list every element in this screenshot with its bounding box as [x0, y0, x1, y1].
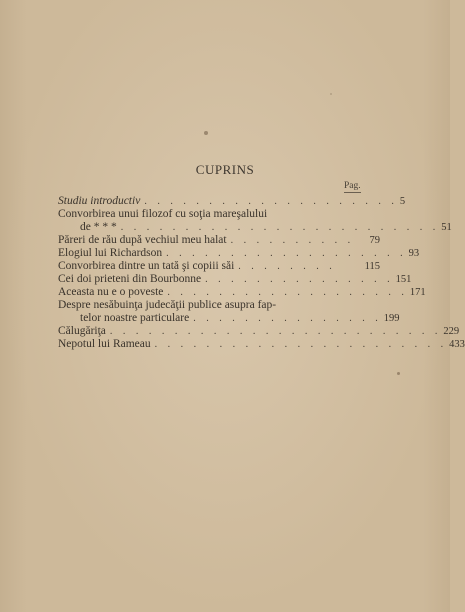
toc-entry-title: Păreri de rău după vechiul meu halat — [58, 234, 227, 246]
toc-entry-title: Cei doi prieteni din Bourbonne — [58, 273, 202, 285]
toc-entry-title: Elogiul lui Richardson — [58, 247, 163, 259]
toc-entry-title: de * * * — [80, 221, 117, 233]
toc-entry-page: 79 — [369, 235, 380, 246]
toc-entry-page: 51 — [441, 222, 452, 233]
page-column-label: Pag. — [344, 181, 361, 191]
toc-entry — [58, 325, 460, 338]
toc-entry-page: 199 — [383, 313, 400, 324]
toc-entry — [58, 286, 426, 299]
dot-leader: . . . . . . . . . . . . . . . . . . . — [167, 287, 408, 298]
dot-leader: . . . . . . . . . . . . . . . . . . . . . . . . . — [120, 222, 440, 233]
toc-entry — [58, 234, 380, 247]
toc-entry — [58, 195, 406, 208]
paper-speck — [397, 372, 400, 375]
dot-leader: . . . . . . . . . . — [230, 235, 355, 246]
toc-entry — [58, 221, 452, 234]
toc-entry-title: Convorbirea unui filozof cu soţia mareşalului — [58, 208, 268, 220]
table-of-contents — [58, 195, 465, 351]
toc-entry — [58, 208, 380, 221]
toc-entry-page: 171 — [409, 287, 426, 298]
paper-speck — [204, 131, 208, 135]
paper-speck — [330, 93, 332, 95]
toc-entry-page: 93 — [408, 248, 420, 259]
toc-entry — [58, 299, 380, 312]
toc-entry-page: 151 — [395, 274, 412, 285]
dot-leader: . . . . . . . . . . . . . . . . . . . . . . . . . . — [109, 326, 442, 337]
dot-leader: . . . . . . . . . . . . . . . . . . . — [166, 248, 407, 259]
toc-entry-title: Călugăriţa — [58, 325, 106, 337]
toc-entry-title: Convorbirea dintre un tată şi copiii săi — [58, 260, 235, 272]
toc-entry — [58, 260, 380, 273]
dot-leader: . . . . . . . . — [238, 261, 336, 272]
dot-leader: . . . . . . . . . . . . . . . — [205, 274, 394, 285]
toc-entry — [58, 247, 420, 260]
toc-entry — [58, 273, 412, 286]
dot-leader: . . . . . . . . . . . . . . . . . . . . — [144, 196, 398, 207]
toc-entry-page: 433 — [449, 339, 465, 350]
toc-entry-page: 229 — [443, 326, 460, 337]
toc-entry — [58, 312, 400, 325]
toc-entry-title: Nepotul lui Rameau — [58, 338, 151, 350]
toc-entry-page: 115 — [364, 261, 380, 272]
toc-entry-page: 5 — [399, 196, 406, 207]
dot-leader: . . . . . . . . . . . . . . . . . . . . . . . — [154, 339, 448, 350]
toc-entry-title: Aceasta nu e o poveste — [58, 286, 164, 298]
toc-entry-title: Despre nesăbuinţa judecăţii publice asupra fap- — [58, 299, 277, 311]
dot-leader: . . . . . . . . . . . . . . . — [193, 313, 382, 324]
page-title: CUPRINS — [195, 162, 255, 177]
toc-entry — [58, 338, 465, 351]
toc-entry-title: Studiu introductiv — [58, 195, 141, 207]
toc-entry-title: telor noastre particulare — [80, 312, 190, 324]
